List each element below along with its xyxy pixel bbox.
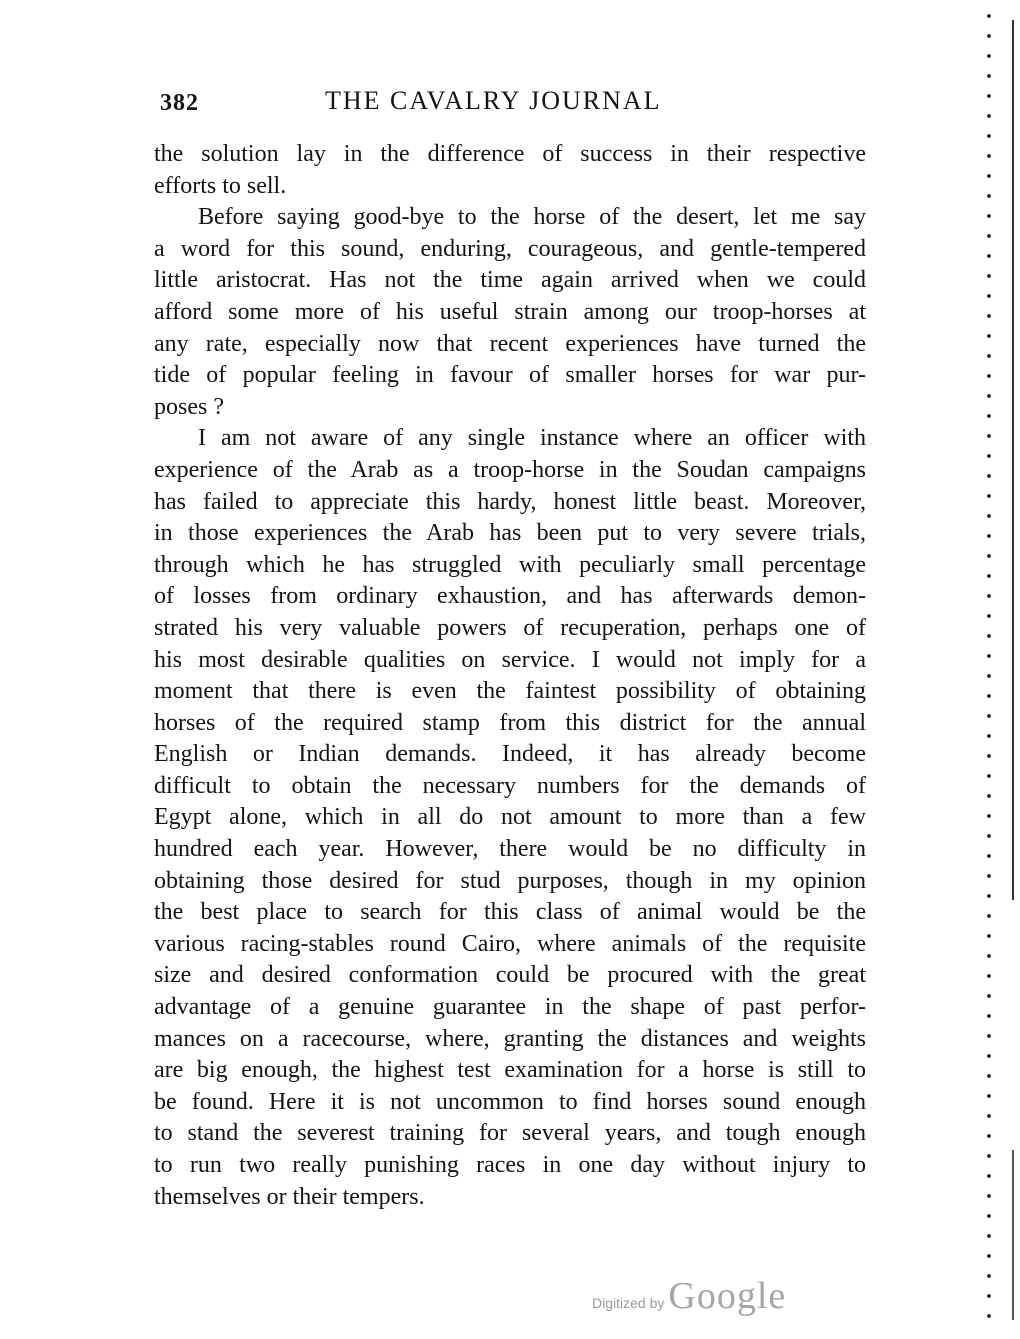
text-line: through which he has struggled with peculiarly small percentage <box>154 551 866 578</box>
text-line: in those experiences the Arab has been put to very severe trials, <box>154 520 866 547</box>
text-line: efforts to sell. <box>154 172 287 199</box>
watermark-brand: Google <box>668 1275 787 1317</box>
text-line: to run two really punishing races in one day without injury to <box>154 1152 866 1178</box>
text-line: English or Indian demands. Indeed, it has already become <box>154 741 866 768</box>
text-line: various racing-stables round Cairo, where animals of the requisite <box>154 930 866 957</box>
text-line: a word for this sound, enduring, courageous, and gentle-tempered <box>154 235 866 262</box>
text-line: has failed to appreciate this hardy, honest little beast. Moreover, <box>154 488 866 515</box>
text-line: his most desirable qualities on service. I would not imply for a <box>154 646 866 673</box>
text-line: any rate, especially now that recent experiences have turned the <box>154 330 866 357</box>
text-line: advantage of a genuine guarantee in the shape of past perfor- <box>154 994 866 1021</box>
page-edge-line <box>1012 20 1014 900</box>
watermark-prefix: Digitized by <box>592 1295 665 1311</box>
text-line: experience of the Arab as a troop-horse in the Soudan campaigns <box>154 456 866 483</box>
text-line: obtaining those desired for stud purposes, though in my opinion <box>154 867 866 894</box>
page-header <box>160 86 700 120</box>
text-line: moment that there is even the faintest possibility of obtaining <box>154 678 866 705</box>
text-line: poses ? <box>154 393 224 420</box>
text-line: size and desired conformation could be procured with the great <box>154 962 866 989</box>
text-line: Egypt alone, which in all do not amount to more than a few <box>154 804 866 831</box>
page-edge-line-lower <box>1012 1150 1014 1320</box>
text-line: the solution lay in the difference of success in their respective <box>154 141 866 167</box>
text-line: themselves or their tempers. <box>154 1183 425 1210</box>
digitized-watermark <box>592 1274 786 1318</box>
text-line: the best place to search for this class of animal would be the <box>154 899 866 926</box>
text-line: difficult to obtain the necessary numbers for the demands of <box>154 772 866 799</box>
text-line: horses of the required stamp from this district for the annual <box>154 709 866 736</box>
text-line: little aristocrat. Has not the time again arrived when we could <box>154 267 866 294</box>
text-line: afford some more of his useful strain among our troop-horses at <box>154 298 866 325</box>
text-line: hundred each year. However, there would be no difficulty in <box>154 836 866 863</box>
text-line: Before saying good-bye to the horse of the desert, let me say <box>198 204 866 231</box>
text-line: are big enough, the highest test examination for a horse is still to <box>154 1057 866 1084</box>
text-line: of losses from ordinary exhaustion, and has afterwards demon- <box>154 583 866 610</box>
running-title: THE CAVALRY JOURNAL <box>325 86 662 115</box>
binding-margin-dots <box>984 6 994 1326</box>
text-line: tide of popular feeling in favour of smaller horses for war pur- <box>154 362 866 389</box>
body-text <box>154 139 866 1213</box>
text-line: strated his very valuable powers of recuperation, perhaps one of <box>154 614 866 641</box>
text-line: be found. Here it is not uncommon to find horses sound enough <box>154 1088 866 1115</box>
text-line: I am not aware of any single instance where an officer with <box>198 425 866 452</box>
text-line: mances on a racecourse, where, granting the distances and weights <box>154 1025 866 1052</box>
page-number: 382 <box>160 90 199 116</box>
text-line: to stand the severest training for several years, and tough enough <box>154 1120 866 1147</box>
